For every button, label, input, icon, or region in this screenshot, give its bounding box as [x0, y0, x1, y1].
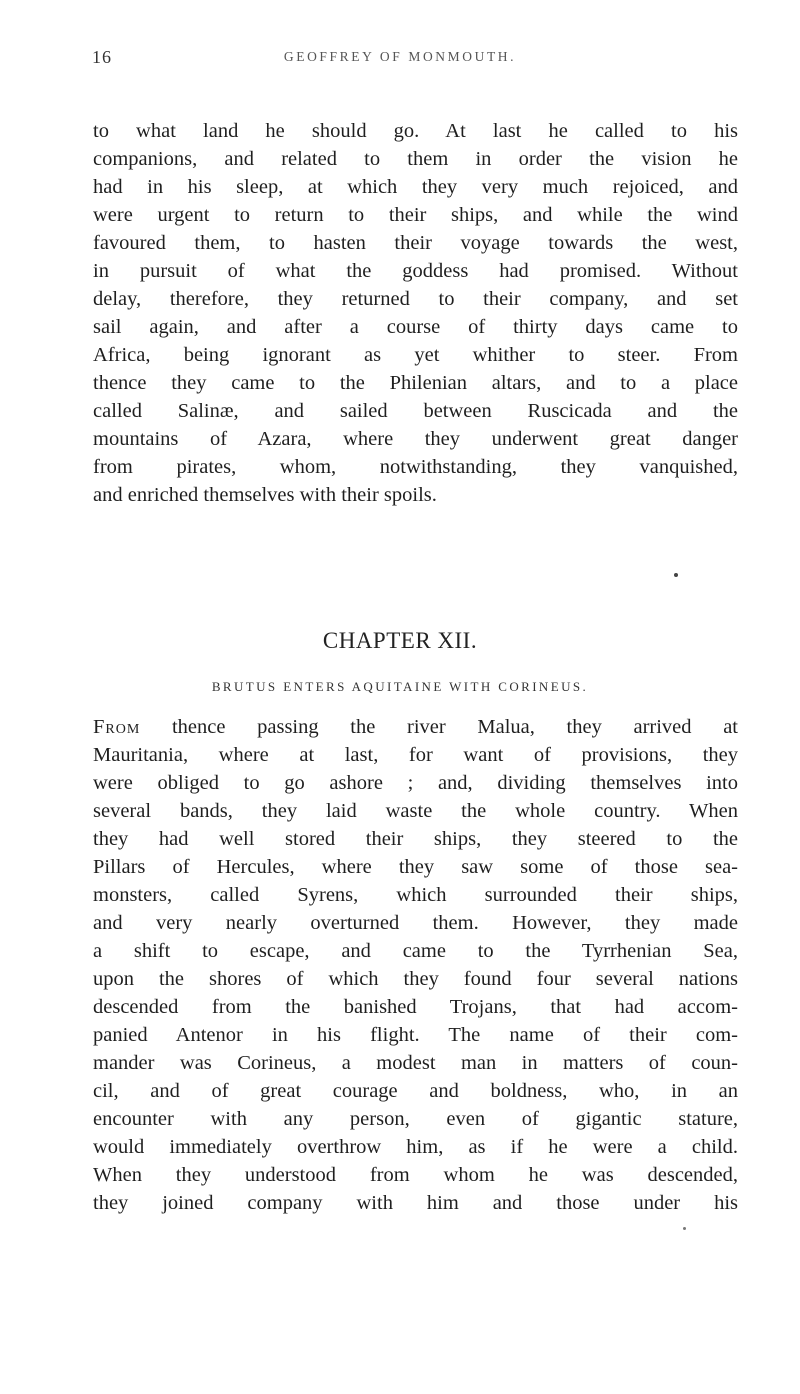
text-line: mountains of Azara, where they underwent great danger: [93, 428, 738, 450]
text-line: would immediately overthrow him, as if he were a child.: [93, 1136, 738, 1158]
text-line: Pillars of Hercules, where they saw some of those sea-: [93, 856, 738, 878]
drop-word: From: [93, 716, 141, 738]
text-line: monsters, called Syrens, which surrounded their ships,: [93, 884, 738, 906]
text-line: descended from the banished Trojans, that had accom-: [93, 996, 738, 1018]
text-line: and very nearly overturned them. However, they made: [93, 912, 738, 934]
text-line: upon the shores of which they found four several nations: [93, 968, 738, 990]
text-line: in pursuit of what the goddess had promised. Without: [93, 260, 738, 282]
chapter-title: CHAPTER XII.: [322, 628, 478, 653]
text-line: When they understood from whom he was descended,: [93, 1164, 738, 1186]
text-line: from pirates, whom, notwithstanding, they vanquished,: [93, 456, 738, 478]
text-line: companions, and related to them in order the vision he: [93, 148, 738, 170]
paragraph-1: [93, 117, 738, 509]
text-line: they joined company with him and those under his: [93, 1192, 738, 1214]
running-head: GEOFFREY OF MONMOUTH.: [283, 49, 517, 64]
text-line: they had well stored their ships, they steered to the: [93, 828, 738, 850]
first-line-rest: thence passing the river Malua, they arrived at: [140, 716, 738, 738]
text-line-first: [93, 713, 738, 741]
text-line: Mauritania, where at last, for want of provisions, they: [93, 744, 738, 766]
text-line: to what land he should go. At last he called to his: [93, 120, 738, 142]
text-line: mander was Corineus, a modest man in matters of coun-: [93, 1052, 738, 1074]
text-line: thence they came to the Philenian altars, and to a place: [93, 372, 738, 394]
text-line: favoured them, to hasten their voyage towards the west,: [93, 232, 738, 254]
text-line: had in his sleep, at which they very much rejoiced, and: [93, 176, 738, 198]
text-line: delay, therefore, they returned to their company, and set: [93, 288, 738, 310]
text-line: cil, and of great courage and boldness, who, in an: [93, 1080, 738, 1102]
stray-mark: [683, 1227, 686, 1230]
chapter-subtitle: BRUTUS ENTERS AQUITAINE WITH CORINEUS.: [211, 679, 589, 694]
text-line: several bands, they laid waste the whole country. When: [93, 800, 738, 822]
text-line: were obliged to go ashore ; and, dividing themselves into: [93, 772, 738, 794]
text-line: panied Antenor in his flight. The name of their com-: [93, 1024, 738, 1046]
text-line: a shift to escape, and came to the Tyrrhenian Sea,: [93, 940, 738, 962]
text-line: and enriched themselves with their spoils.: [93, 484, 437, 506]
stray-mark: [674, 573, 678, 577]
paragraph-2: [93, 713, 738, 1217]
text-line: sail again, and after a course of thirty days came to: [93, 316, 738, 338]
text-line: encounter with any person, even of gigantic stature,: [93, 1108, 738, 1130]
page-number: 16: [92, 47, 112, 67]
text-line: were urgent to return to their ships, and while the wind: [93, 204, 738, 226]
text-line: Africa, being ignorant as yet whither to steer. From: [93, 344, 738, 366]
text-line: called Salinæ, and sailed between Ruscicada and the: [93, 400, 738, 422]
